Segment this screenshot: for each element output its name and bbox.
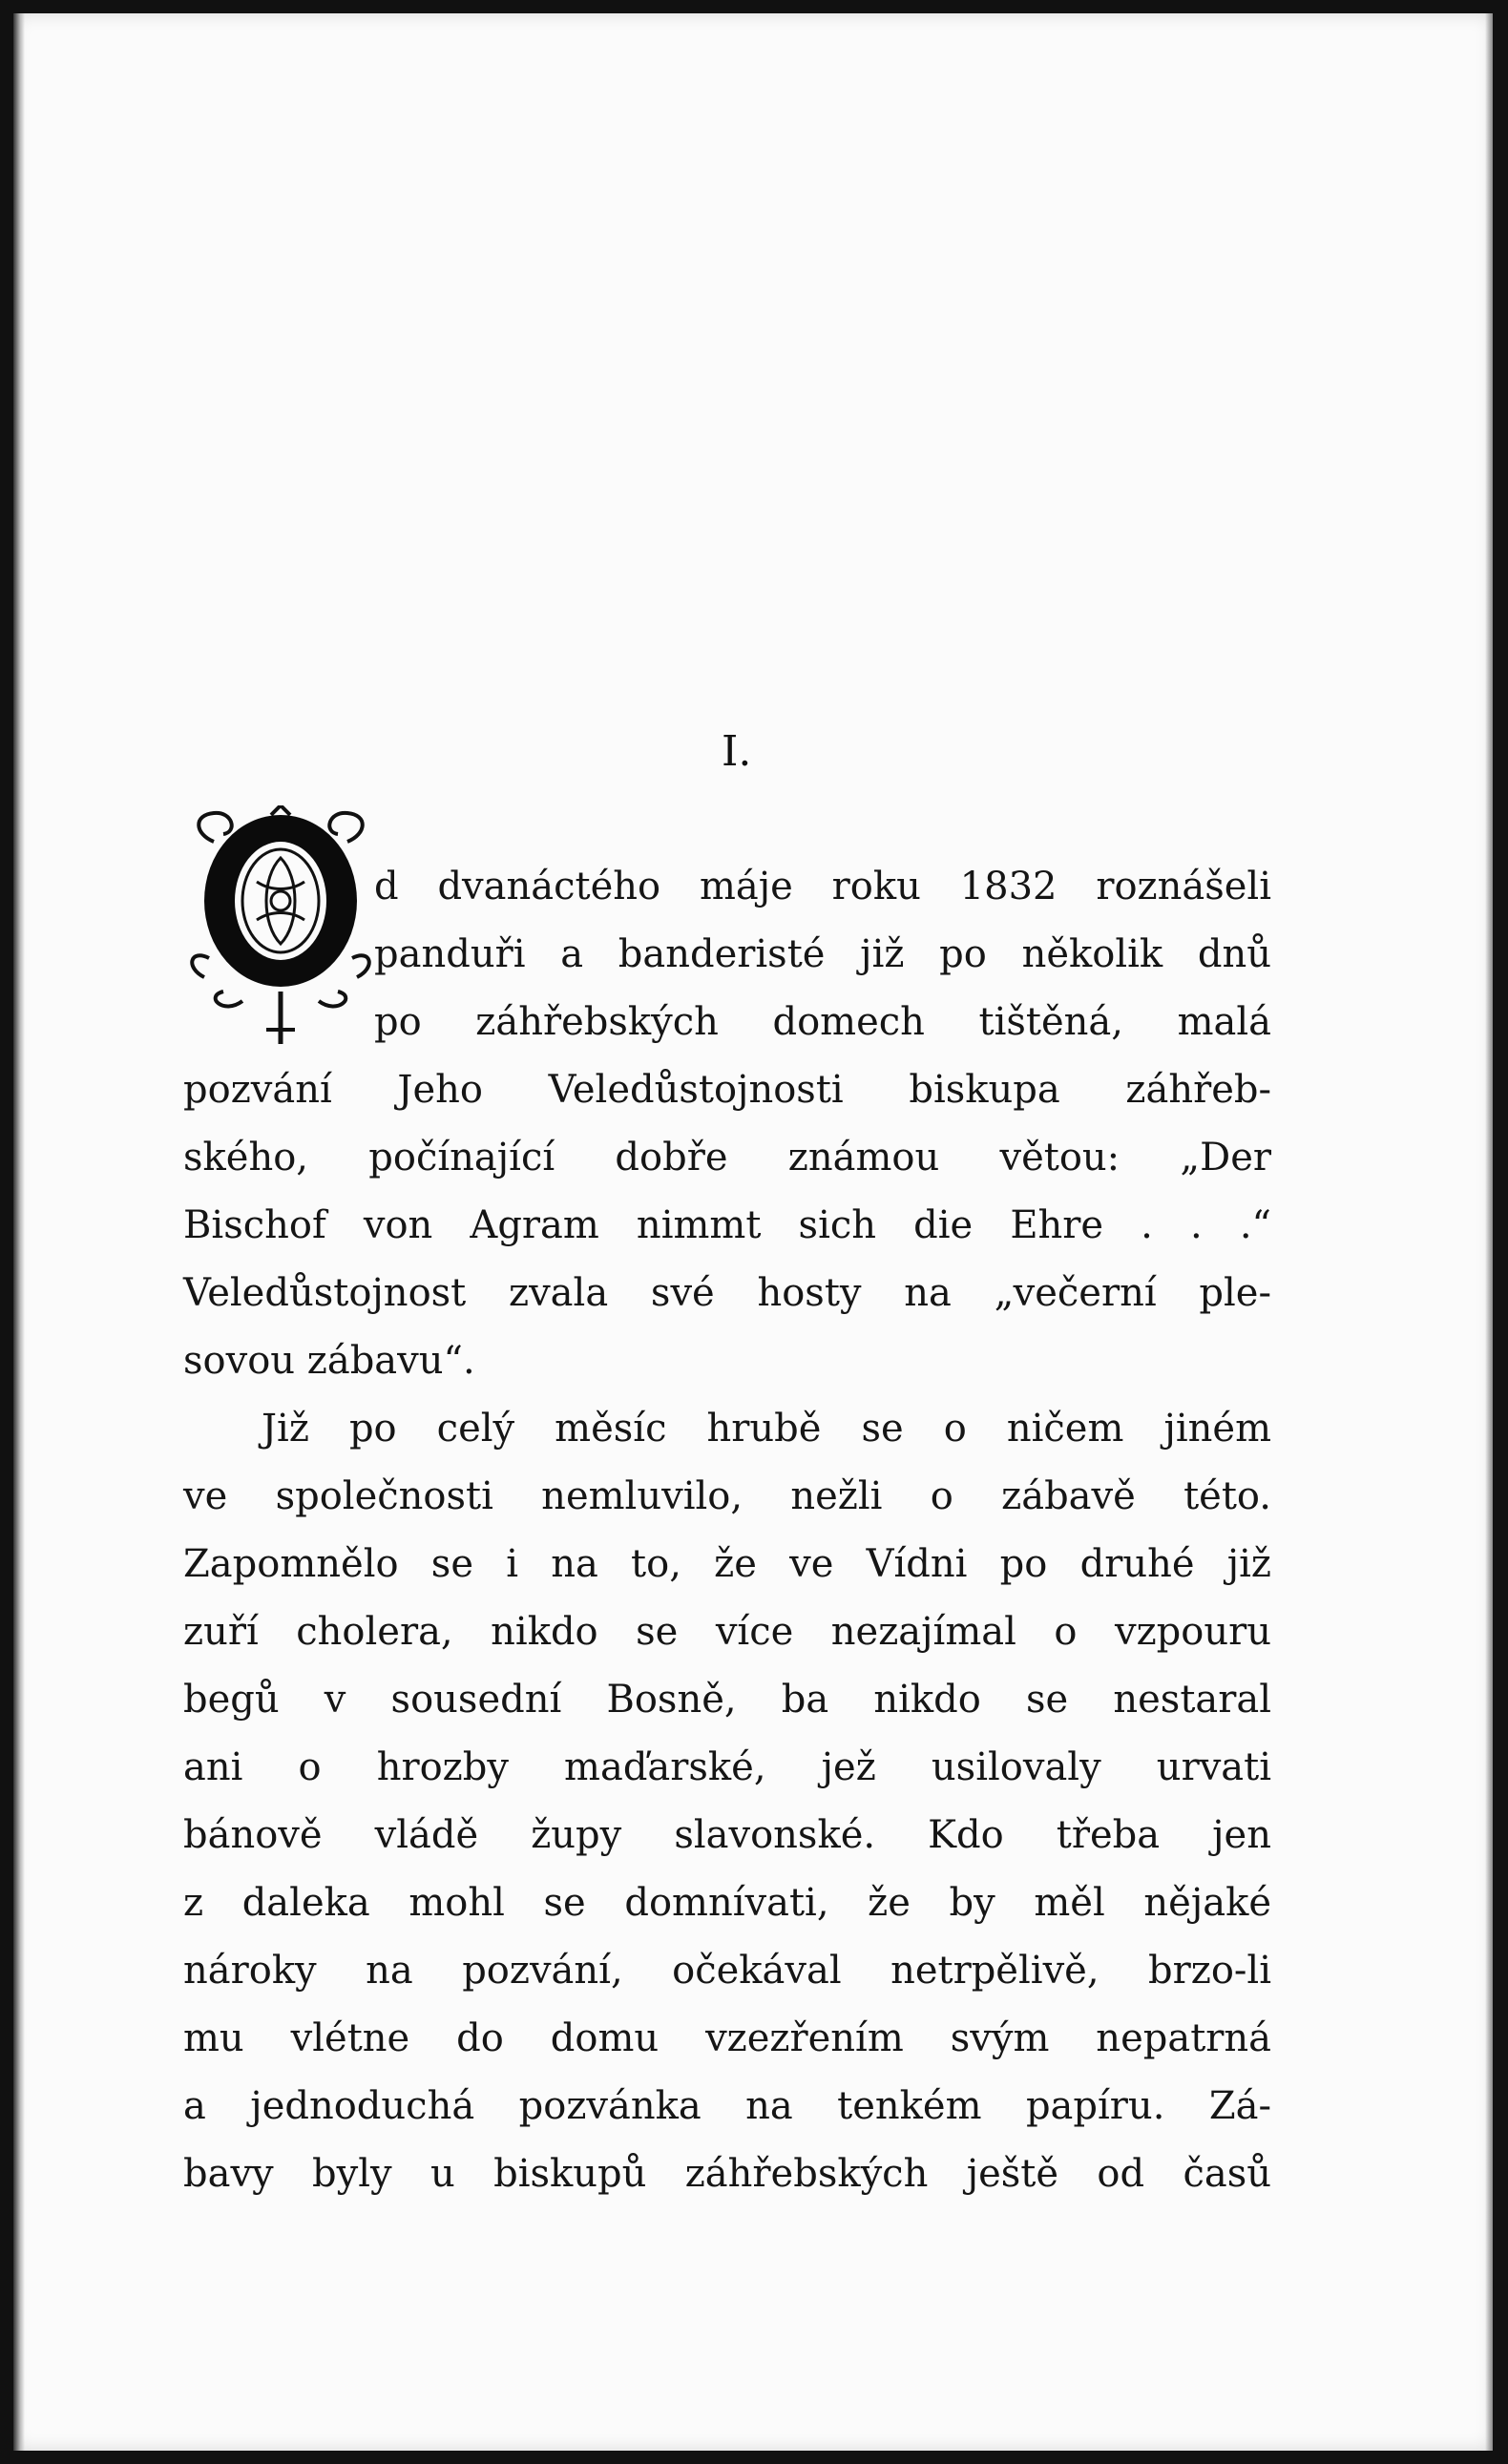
text-line: mu vlétne do domu vzezřením svým nepatrná xyxy=(183,2016,1271,2060)
text-line: panduři a banderisté již po několik dnů xyxy=(374,932,1271,976)
text-line: z daleka mohl se domnívati, že by měl nějaké xyxy=(183,1881,1271,1925)
text-line: a jednoduchá pozvánka na tenkém papíru. Zá- xyxy=(183,2084,1271,2128)
page-binding-edge xyxy=(13,13,25,2451)
text-line: nároky na pozvání, očekával netrpělivě, brzo-li xyxy=(183,1949,1271,1993)
page-right-edge xyxy=(1485,13,1493,2451)
chapter-number: I. xyxy=(722,727,752,776)
text-line: sovou zábavu“. xyxy=(183,1339,475,1383)
text-line: Zapomnělo se i na to, že ve Vídni po druhé již xyxy=(183,1542,1271,1586)
body-text xyxy=(183,853,1271,2208)
text-line: d dvanáctého máje roku 1832 roznášeli xyxy=(374,865,1271,908)
text-line: begů v sousední Bosně, ba nikdo se nestaral xyxy=(183,1678,1271,1722)
book-page xyxy=(13,13,1493,2451)
text-line: Již po celý měsíc hrubě se o ničem jiném xyxy=(262,1407,1271,1451)
text-line: bavy byly u biskupů záhřebských ještě od časů xyxy=(183,2152,1271,2196)
text-line: bánově vládě župy slavonské. Kdo třeba jen xyxy=(183,1813,1271,1857)
text-line: Veledůstojnost zvala své hosty na „večerní ple- xyxy=(183,1271,1271,1315)
text-line: ani o hrozby maďarské, jež usilovaly urvati xyxy=(183,1745,1271,1789)
text-line: ve společnosti nemluvilo, nežli o zábavě této. xyxy=(183,1474,1271,1518)
text-line: pozvání Jeho Veledůstojnosti biskupa záhřeb- xyxy=(183,1068,1271,1112)
text-line: zuří cholera, nikdo se více nezajímal o vzpouru xyxy=(183,1610,1271,1654)
text-line: ského, počínající dobře známou větou: „Der xyxy=(183,1136,1271,1180)
text-line: Bischof von Agram nimmt sich die Ehre . . .“ xyxy=(183,1203,1271,1247)
text-line: po záhřebských domech tištěná, malá xyxy=(374,1000,1271,1044)
